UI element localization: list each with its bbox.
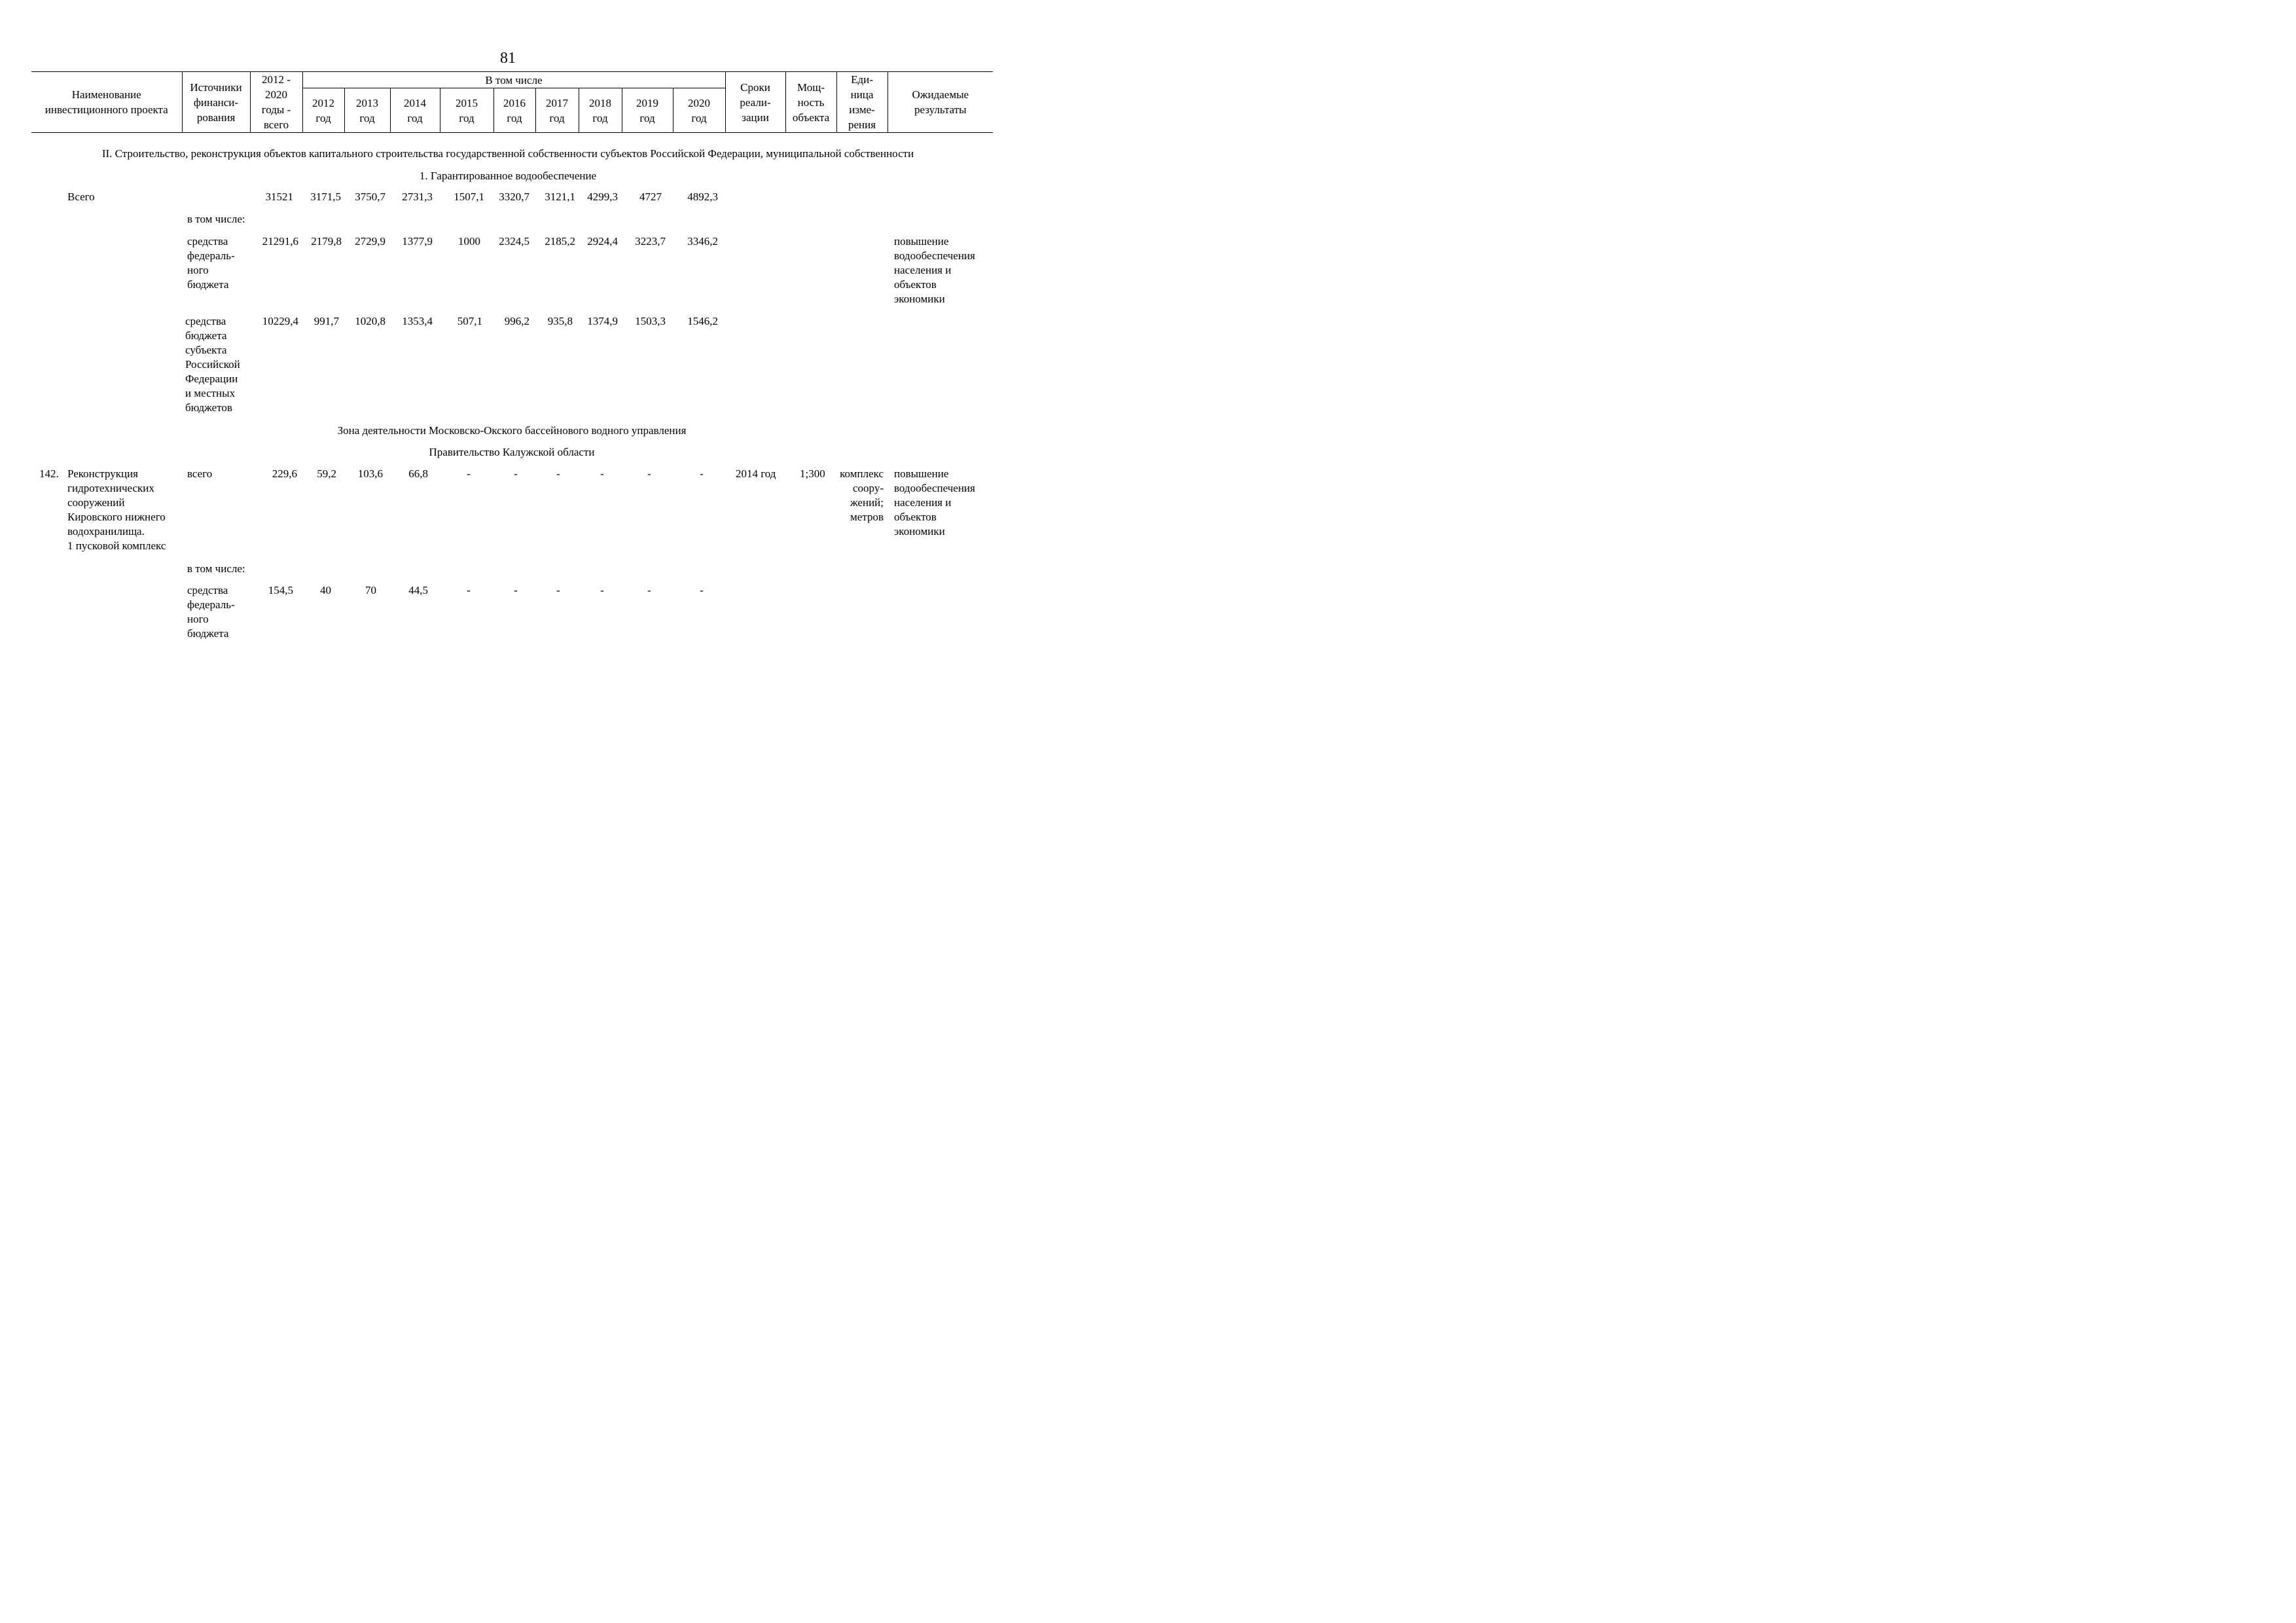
total-value-2012-2020: 31521 bbox=[265, 191, 293, 203]
regional-value-2017: 935,8 bbox=[547, 315, 573, 327]
total-value-2016: 3320,7 bbox=[499, 191, 529, 203]
federal-value-2018: 2924,4 bbox=[587, 235, 618, 247]
project-expected-result: повышение водообеспечения населения и объектов экономики bbox=[894, 467, 975, 538]
header-year-2015: 2015 год bbox=[440, 88, 493, 133]
total-value-2019: 4727 bbox=[639, 191, 662, 203]
regional-value-2015: 507,1 bbox=[457, 315, 482, 327]
subsection-title: 1. Гарантированное водообеспечение bbox=[419, 170, 597, 182]
regional-value-2012: 991,7 bbox=[314, 315, 339, 327]
section-title: II. Строительство, реконструкция объектов капитального строительства государственной собственности субъектов Российской Федерации, муниципальной собственности bbox=[101, 147, 914, 160]
project-federal-2020: - bbox=[700, 584, 704, 596]
total-label: Всего bbox=[67, 191, 95, 203]
including-label: в том числе: bbox=[187, 213, 245, 225]
project-total-2016: - bbox=[514, 467, 518, 480]
project-federal-2017: - bbox=[556, 584, 560, 596]
project-federal-2013: 70 bbox=[365, 584, 376, 596]
header-unit: Еди- ница изме- рения bbox=[836, 72, 888, 133]
project-federal-2019: - bbox=[647, 584, 651, 596]
project-number: 142. bbox=[39, 467, 59, 480]
project-total-2012: 59,2 bbox=[317, 467, 336, 480]
header-year-2016: 2016 год bbox=[493, 88, 535, 133]
federal-budget-label: средства федераль- ного бюджета bbox=[187, 235, 235, 291]
header-year-2013: 2013 год bbox=[344, 88, 390, 133]
project-unit: комплекс соору- жений; метров bbox=[840, 467, 884, 523]
header-year-2017: 2017 год bbox=[535, 88, 579, 133]
project-terms: 2014 год bbox=[736, 467, 776, 480]
regional-value-2020: 1546,2 bbox=[687, 315, 718, 327]
project-total-2014: 66,8 bbox=[408, 467, 428, 480]
project-including-label: в том числе: bbox=[187, 562, 245, 575]
project-federal-2015: - bbox=[467, 584, 471, 596]
header-total-2012-2020: 2012 - 2020 годы - всего bbox=[250, 72, 302, 133]
header-year-2014: 2014 год bbox=[390, 88, 440, 133]
project-federal-2012-2020: 154,5 bbox=[268, 584, 293, 596]
regional-value-2016: 996,2 bbox=[504, 315, 529, 327]
federal-value-2020: 3346,2 bbox=[687, 235, 718, 247]
regional-value-2019: 1503,3 bbox=[635, 315, 666, 327]
project-total-2020: - bbox=[700, 467, 704, 480]
project-total-2017: - bbox=[556, 467, 560, 480]
total-value-2013: 3750,7 bbox=[355, 191, 386, 203]
federal-value-2013: 2729,9 bbox=[355, 235, 386, 247]
federal-value-2019: 3223,7 bbox=[635, 235, 666, 247]
regional-value-2013: 1020,8 bbox=[355, 315, 386, 327]
project-capacity: 1;300 bbox=[800, 467, 825, 480]
header-year-2012: 2012 год bbox=[302, 88, 344, 133]
total-value-2020: 4892,3 bbox=[687, 191, 718, 203]
total-value-2017: 3121,1 bbox=[545, 191, 575, 203]
header-in-that-number: В том числе bbox=[302, 72, 725, 88]
header-year-2019: 2019 год bbox=[622, 88, 673, 133]
header-funding-source: Источники финанси- рования bbox=[182, 72, 250, 133]
project-total-2018: - bbox=[600, 467, 604, 480]
government-title: Правительство Калужской области bbox=[429, 446, 595, 458]
federal-value-2017: 2185,2 bbox=[545, 235, 575, 247]
federal-value-2012-2020: 21291,6 bbox=[262, 235, 298, 247]
header-project-name: Наименование инвестиционного проекта bbox=[31, 72, 182, 133]
project-federal-2012: 40 bbox=[320, 584, 331, 596]
header-expected-results: Ожидаемые результаты bbox=[888, 72, 993, 133]
project-total-2013: 103,6 bbox=[357, 467, 383, 480]
table-header bbox=[31, 71, 993, 133]
total-value-2015: 1507,1 bbox=[454, 191, 484, 203]
regional-budget-label: средства бюджета субъекта Российской Федерации и местных бюджетов bbox=[185, 315, 240, 414]
project-federal-2018: - bbox=[600, 584, 604, 596]
federal-value-2012: 2179,8 bbox=[311, 235, 342, 247]
project-total-label: всего bbox=[187, 467, 213, 480]
total-value-2014: 2731,3 bbox=[402, 191, 433, 203]
total-value-2018: 4299,3 bbox=[587, 191, 618, 203]
zone-title: Зона деятельности Московско-Окского бассейнового водного управления bbox=[337, 424, 687, 437]
federal-expected-result: повышение водообеспечения населения и объектов экономики bbox=[894, 235, 975, 305]
federal-value-2015: 1000 bbox=[458, 235, 480, 247]
project-federal-label: средства федераль- ного бюджета bbox=[187, 584, 235, 640]
federal-value-2016: 2324,5 bbox=[499, 235, 529, 247]
header-terms: Сроки реали- зации bbox=[725, 72, 785, 133]
project-total-2019: - bbox=[647, 467, 651, 480]
header-year-2020: 2020 год bbox=[673, 88, 725, 133]
header-year-2018: 2018 год bbox=[579, 88, 622, 133]
federal-value-2014: 1377,9 bbox=[402, 235, 433, 247]
total-value-2012: 3171,5 bbox=[310, 191, 341, 203]
project-federal-2014: 44,5 bbox=[408, 584, 428, 596]
project-total-2012-2020: 229,6 bbox=[272, 467, 297, 480]
header-capacity: Мощ- ность объекта bbox=[785, 72, 836, 133]
project-total-2015: - bbox=[467, 467, 471, 480]
project-name: Реконструкция гидротехнических сооружений Кировского нижнего водохранилища. 1 пусковой комплекс bbox=[67, 467, 166, 552]
regional-value-2018: 1374,9 bbox=[587, 315, 618, 327]
regional-value-2012-2020: 10229,4 bbox=[262, 315, 298, 327]
page-number: 81 bbox=[500, 50, 516, 67]
project-federal-2016: - bbox=[514, 584, 518, 596]
regional-value-2014: 1353,4 bbox=[402, 315, 433, 327]
